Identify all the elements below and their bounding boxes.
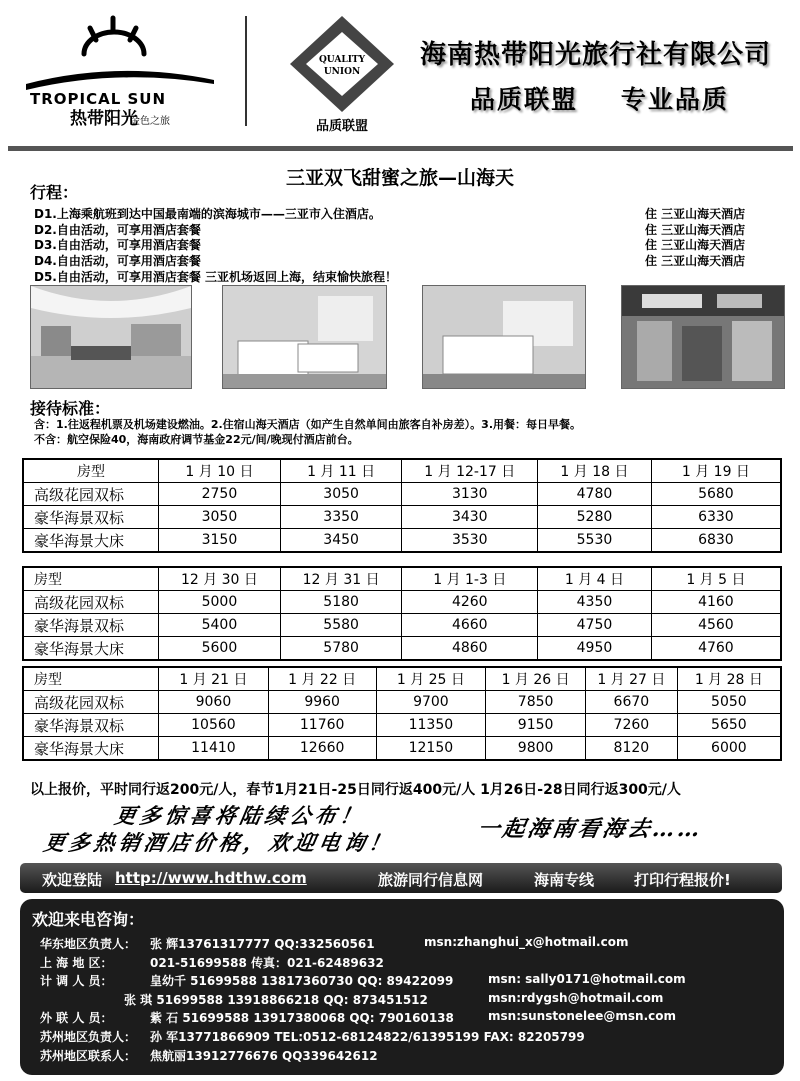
price-cell: 3450 (280, 529, 402, 553)
table-row (23, 483, 781, 506)
price-cell: 6830 (651, 529, 781, 553)
header-cell: 1 月 1-3 日 (402, 567, 538, 591)
company-name: 海南热带阳光旅行社有限公司 (420, 40, 772, 70)
itinerary-hotel: 住 三亚山海天酒店 (645, 223, 746, 237)
header-cell: 1 月 11 日 (280, 459, 402, 483)
price-cell: 5650 (677, 714, 781, 737)
tropical-sun-logo (18, 10, 223, 130)
price-cell: 4260 (402, 591, 538, 614)
contact-role: 华东地区负责人： (40, 937, 137, 951)
table-row (23, 459, 781, 483)
itinerary-hotel: 住 三亚山海天酒店 (645, 254, 746, 268)
price-cell: 3050 (159, 506, 281, 529)
price-cell: 9960 (268, 691, 376, 714)
table-row (23, 691, 781, 714)
table-row (23, 714, 781, 737)
login-label: 欢迎登陆 (42, 871, 103, 889)
photo-twin-room (222, 285, 387, 389)
price-cell: 5050 (677, 691, 781, 714)
itinerary-hotel: 住 三亚山海天酒店 (645, 238, 746, 252)
header-cell: 1 月 10 日 (159, 459, 281, 483)
svg-text:金色之旅: 金色之旅 (130, 116, 170, 127)
page-header (0, 0, 800, 148)
header-rule (8, 146, 793, 151)
promo-line-1: 更多惊喜将陆续公布！ (112, 803, 368, 828)
header-cell: 1 月 21 日 (159, 667, 269, 691)
contact-role: 苏州地区联系人： (40, 1049, 137, 1063)
table-row (23, 591, 781, 614)
room-type-cell: 高级花园双标 (23, 591, 159, 614)
price-cell: 9700 (376, 691, 486, 714)
itinerary-day: D4.自由活动，可享用酒店套餐 (34, 254, 201, 268)
rebate-note: 以上报价，平时同行返200元/人，春节1月21日-25日同行返400元/人 1月26日-28日同行返300元/人 (30, 782, 681, 798)
website-link[interactable]: http://www.hdthw.com (115, 869, 307, 887)
svg-text:品质联盟: 品质联盟 (315, 119, 369, 134)
website-banner (20, 863, 782, 893)
price-cell: 5180 (280, 591, 402, 614)
reception-label: 接待标准： (30, 399, 111, 418)
company-slogan: 品质联盟 专业品质 (470, 85, 729, 114)
reception-excluded: 不含：航空保险40，海南政府调节基金22元/间/晚现付酒店前台。 (34, 433, 359, 446)
price-cell: 4660 (402, 614, 538, 637)
header-cell: 1 月 18 日 (538, 459, 652, 483)
price-cell: 4950 (538, 637, 652, 661)
room-type-cell: 高级花园双标 (23, 691, 159, 714)
special-line-label: 海南专线 (534, 871, 595, 889)
price-cell: 4350 (538, 591, 652, 614)
svg-text:TROPICAL SUN: TROPICAL SUN (30, 90, 167, 108)
price-cell: 3150 (159, 529, 281, 553)
price-cell: 7850 (486, 691, 586, 714)
itinerary-hotel: 住 三亚山海天酒店 (645, 207, 746, 221)
price-cell: 5530 (538, 529, 652, 553)
contact-role: 上 海 地 区： (40, 956, 113, 970)
header-cell: 1 月 25 日 (376, 667, 486, 691)
network-label: 旅游同行信息网 (378, 871, 484, 889)
contact-panel (20, 899, 784, 1075)
itinerary-label: 行程： (30, 183, 79, 202)
header-cell: 1 月 22 日 (268, 667, 376, 691)
contact-msn: msn:sunstonelee@msn.com (488, 1009, 677, 1023)
photo-lobby (30, 285, 192, 389)
price-cell: 11350 (376, 714, 486, 737)
print-label: 打印行程报价! (634, 871, 731, 889)
contact-msn: msn:zhanghui_x@hotmail.com (424, 935, 629, 949)
header-cell: 1 月 26 日 (486, 667, 586, 691)
price-cell: 5780 (280, 637, 402, 661)
itinerary-day: D3.自由活动，可享用酒店套餐 (34, 238, 201, 252)
header-cell: 1 月 27 日 (585, 667, 677, 691)
price-cell: 6000 (677, 737, 781, 761)
price-cell: 7260 (585, 714, 677, 737)
svg-text:QUALITY: QUALITY (318, 55, 366, 65)
price-cell: 4860 (402, 637, 538, 661)
contact-person: 皇幼千 51699588 13817360730 QQ: 89422099 (150, 974, 454, 988)
price-table-newyear (22, 566, 782, 661)
trip-title: 三亚双飞甜蜜之旅—山海天 (285, 167, 514, 189)
table-row (23, 567, 781, 591)
price-cell: 3350 (280, 506, 402, 529)
svg-text:UNION: UNION (323, 67, 361, 77)
price-cell: 5000 (159, 591, 281, 614)
price-cell: 8120 (585, 737, 677, 761)
price-cell: 3050 (280, 483, 402, 506)
price-cell: 9060 (159, 691, 269, 714)
price-cell: 11760 (268, 714, 376, 737)
header-divider (245, 16, 247, 126)
price-cell: 12150 (376, 737, 486, 761)
price-cell: 5280 (538, 506, 652, 529)
price-cell: 5600 (159, 637, 281, 661)
price-cell: 5580 (280, 614, 402, 637)
table-row (23, 667, 781, 691)
price-cell: 3130 (402, 483, 538, 506)
header-cell: 12 月 30 日 (159, 567, 281, 591)
price-cell: 5400 (159, 614, 281, 637)
table-row (23, 529, 781, 553)
table-row (23, 614, 781, 637)
itinerary-day: D5.自由活动，可享用酒店套餐 三亚机场返回上海，结束愉快旅程！ (34, 270, 398, 284)
contact-person: 孙 军13771866909 TEL:0512-68124822/61395199 FAX: 82205799 (150, 1030, 585, 1044)
header-cell: 房型 (23, 567, 159, 591)
header-cell: 1 月 4 日 (538, 567, 652, 591)
contact-msn: msn:rdygsh@hotmail.com (488, 991, 664, 1005)
table-row (23, 737, 781, 761)
contact-role: 计 调 人 员： (40, 974, 113, 988)
price-cell: 4780 (538, 483, 652, 506)
contact-person: 张 辉13761317777 QQ:332560561 (150, 937, 375, 951)
contact-person: 焦航丽13912776676 QQ339642612 (150, 1049, 378, 1063)
photo-sea-view-room (422, 285, 586, 389)
price-cell: 3530 (402, 529, 538, 553)
price-cell: 9150 (486, 714, 586, 737)
room-type-cell: 豪华海景双标 (23, 614, 159, 637)
price-cell: 4760 (651, 637, 781, 661)
header-cell: 1 月 19 日 (651, 459, 781, 483)
price-cell: 4750 (538, 614, 652, 637)
price-table-jan (22, 458, 782, 553)
price-cell: 6670 (585, 691, 677, 714)
contact-person: 紫 石 51699588 13917380068 QQ: 790160138 (150, 1011, 454, 1025)
price-cell: 4160 (651, 591, 781, 614)
header-cell: 12 月 31 日 (280, 567, 402, 591)
price-cell: 4560 (651, 614, 781, 637)
itinerary-day: D2.自由活动，可享用酒店套餐 (34, 223, 201, 237)
contact-role: 苏州地区负责人： (40, 1030, 137, 1044)
table-row (23, 506, 781, 529)
promo-line-2: 更多热销酒店价格，欢迎电询！ (41, 830, 397, 855)
header-cell: 房型 (23, 459, 159, 483)
contact-person: 张 琪 51699588 13918866218 QQ: 873451512 (124, 993, 428, 1007)
room-type-cell: 豪华海景大床 (23, 737, 159, 761)
price-cell: 2750 (159, 483, 281, 506)
reception-included: 含：1.往返程机票及机场建设燃油。2.住宿山海天酒店（如产生自然单间由旅客自补房差）。3.用餐：每日早餐。 (34, 418, 581, 431)
price-cell: 12660 (268, 737, 376, 761)
photo-restaurant (621, 285, 785, 389)
price-table-spring-festival (22, 666, 782, 761)
room-type-cell: 高级花园双标 (23, 483, 159, 506)
promo-line-3: 一起海南看海去…… (475, 816, 706, 842)
room-type-cell: 豪华海景双标 (23, 506, 159, 529)
header-cell: 1 月 28 日 (677, 667, 781, 691)
room-type-cell: 豪华海景大床 (23, 637, 159, 661)
itinerary-day: D1.上海乘航班到达中国最南端的滨海城市——三亚市入住酒店。 (34, 207, 381, 221)
contact-title: 欢迎来电咨询： (32, 910, 145, 929)
price-cell: 10560 (159, 714, 269, 737)
price-cell: 6330 (651, 506, 781, 529)
quality-union-logo (282, 14, 402, 134)
header-cell: 1 月 12-17 日 (402, 459, 538, 483)
price-cell: 9800 (486, 737, 586, 761)
header-cell: 1 月 5 日 (651, 567, 781, 591)
contact-person: 021-51699588 传真：021-62489632 (150, 956, 384, 970)
price-cell: 3430 (402, 506, 538, 529)
contact-msn: msn: sally0171@hotmail.com (488, 972, 686, 986)
room-type-cell: 豪华海景双标 (23, 714, 159, 737)
contact-role: 外 联 人 员： (40, 1011, 113, 1025)
price-cell: 5680 (651, 483, 781, 506)
header-cell: 房型 (23, 667, 159, 691)
room-type-cell: 豪华海景大床 (23, 529, 159, 553)
price-cell: 11410 (159, 737, 269, 761)
svg-text:热带阳光: 热带阳光 (70, 109, 138, 129)
table-row (23, 637, 781, 661)
